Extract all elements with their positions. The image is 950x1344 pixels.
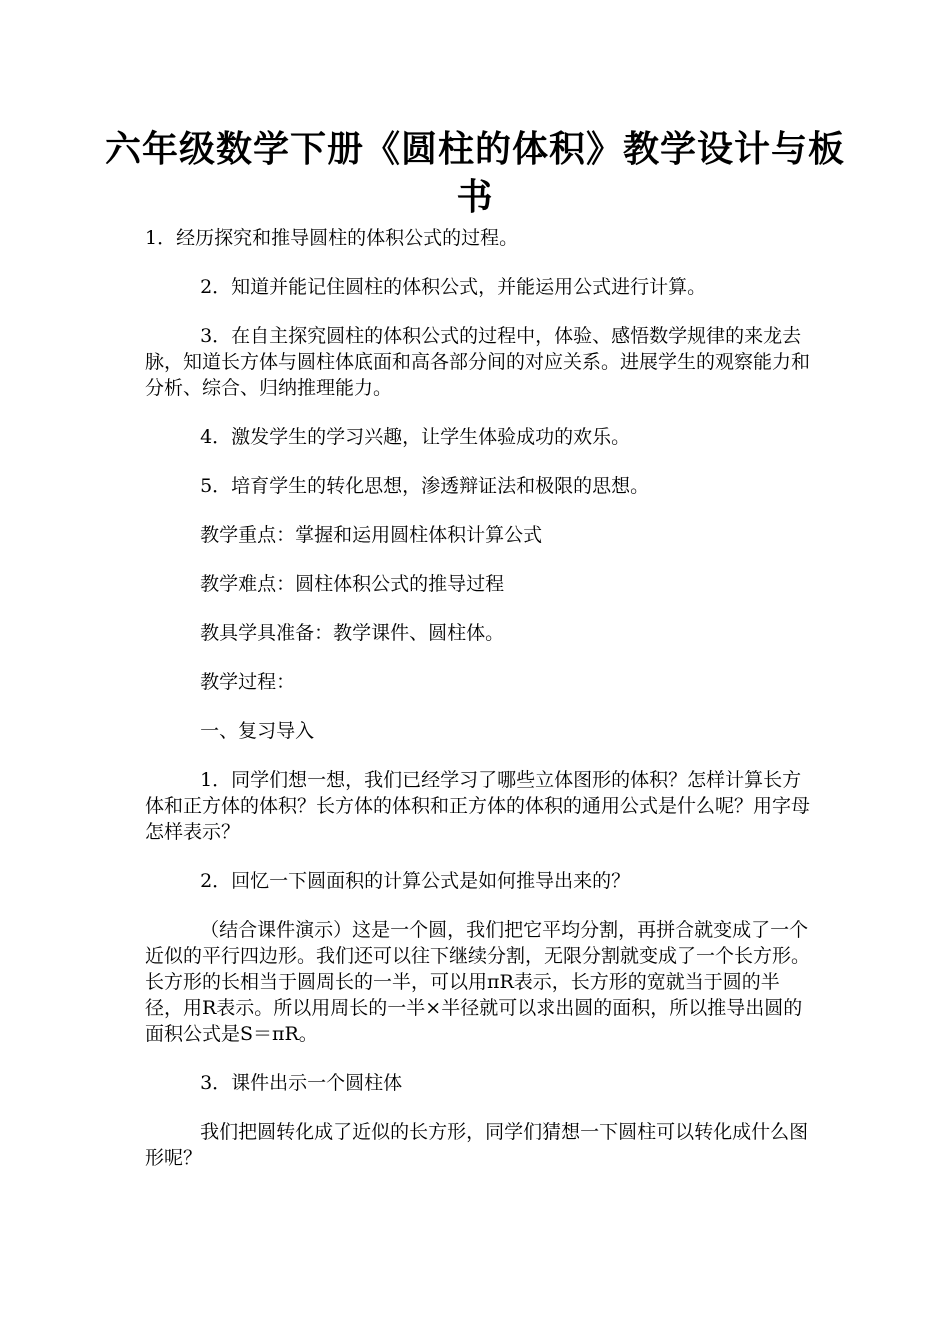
document-title: 六年级数学下册《圆柱的体积》教学设计与板书 bbox=[104, 129, 845, 218]
teaching-focus: 教学重点：掌握和运用圆柱体积计算公式 bbox=[200, 524, 543, 546]
document-body bbox=[145, 225, 810, 1171]
review-question-1: 1．同学们想一想，我们已经学习了哪些立体图形的体积？怎样计算长方体和正方体的体积？长方体的体积和正方体的体积的通用公式是什么呢？用字母怎样表示？ bbox=[145, 769, 811, 843]
courseware-demo-explanation: （结合课件演示）这是一个圆，我们把它平均分割，再拼合就变成了一个近似的平行四边形。我们还可以往下继续分割，无限分割就变成了一个长方形。长方形的长相当于圆周长的一半，可以用πR表示，长方形的宽就当于圆的半径，用R表示。所以用周长的一半×半径就可以求出圆的面积，所以推导出圆的面积公式是S＝πR。 bbox=[145, 919, 811, 1045]
objective-1: 1．经历探究和推导圆柱的体积公式的过程。 bbox=[145, 227, 519, 249]
objective-2: 2．知道并能记住圆柱的体积公式，并能运用公式进行计算。 bbox=[200, 276, 707, 298]
objective-5: 5．培育学生的转化思想，渗透辩证法和极限的思想。 bbox=[200, 475, 650, 497]
objective-3: 3．在自主探究圆柱的体积公式的过程中，体验、感悟数学规律的来龙去脉，知道长方体与圆柱体底面和高各部分间的对应关系。进展学生的观察能力和分析、综合、归纳推理能力。 bbox=[145, 325, 811, 399]
section-heading-review: 一、复习导入 bbox=[200, 720, 315, 742]
teaching-process-heading: 教学过程： bbox=[200, 671, 296, 693]
courseware-cylinder: 3．课件出示一个圆柱体 bbox=[200, 1072, 403, 1094]
review-question-2: 2．回忆一下圆面积的计算公式是如何推导出来的？ bbox=[200, 870, 631, 892]
teaching-materials: 教具学具准备：教学课件、圆柱体。 bbox=[200, 622, 505, 644]
objective-4: 4．激发学生的学习兴趣，让学生体验成功的欢乐。 bbox=[200, 426, 631, 448]
teaching-difficulty: 教学难点：圆柱体积公式的推导过程 bbox=[200, 573, 505, 595]
cylinder-conversion-question: 我们把圆转化成了近似的长方形，同学们猜想一下圆柱可以转化成什么图形呢？ bbox=[145, 1121, 809, 1169]
